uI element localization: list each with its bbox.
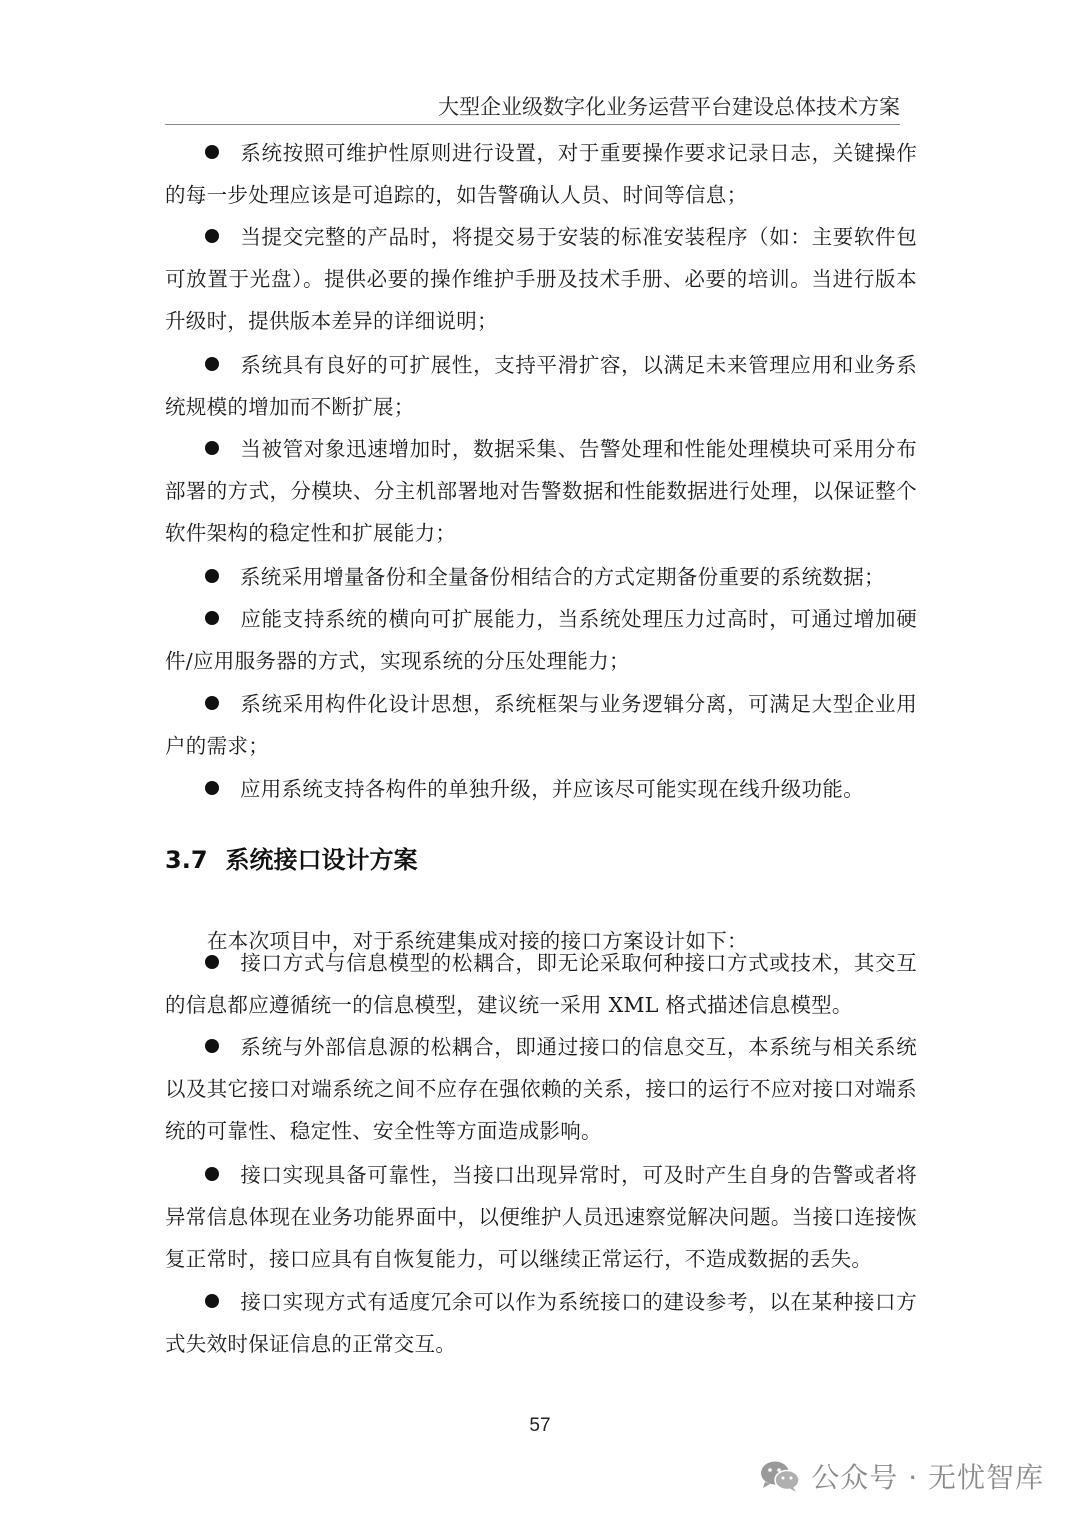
bullet-icon [205, 781, 219, 795]
page-number: 57 [529, 1415, 551, 1436]
watermark-text: 公众号 · 无忧智库 [811, 1461, 1044, 1494]
bullet-text: 应用系统支持各构件的单独升级，并应该尽可能实现在线升级功能。 [240, 777, 864, 801]
bullet-item [165, 556, 917, 598]
bullet-icon [205, 955, 219, 969]
bullet-text: 接口方式与信息模型的松耦合，即无论采取何种接口方式或技术，其交互的信息都应遵循统一的信息模型，建议统一采用 XML 格式描述信息模型。 [165, 951, 917, 1017]
bullet-icon [205, 1039, 219, 1053]
bullet-text: 接口实现具备可靠性，当接口出现异常时，可及时产生自身的告警或者将异常信息体现在业务功能界面中，以便维护人员迅速察觉解决问题。当接口连接恢复正常时，接口应具有自恢复能力，可以继续正常运行，不造成数据的丢失。 [165, 1163, 917, 1271]
bullet-item [165, 216, 917, 342]
page-header: 大型企业级数字化业务运营平台建设总体技术方案 [165, 92, 900, 125]
bullet-item [165, 683, 917, 767]
bullet-item [165, 428, 917, 554]
bullet-item [165, 1281, 917, 1365]
bullet-item [165, 768, 917, 810]
section-title: 系统接口设计方案 [225, 846, 418, 874]
section-number: 3.7 [165, 846, 208, 874]
bullet-icon [205, 611, 219, 625]
bullet-icon [205, 357, 219, 371]
bullet-text: 系统具有良好的可扩展性，支持平滑扩容，以满足未来管理应用和业务系统规模的增加而不断扩展； [165, 353, 917, 419]
wechat-icon [759, 1459, 801, 1493]
bullet-text: 系统采用构件化设计思想，系统框架与业务逻辑分离，可满足大型企业用户的需求； [165, 692, 917, 758]
bullet-icon [205, 441, 219, 455]
bullet-icon [205, 569, 219, 583]
watermark [759, 1456, 1044, 1496]
bullet-item [165, 942, 917, 1026]
section-intro: 在本次项目中，对于系统建集成对接的接口方案设计如下： [207, 928, 748, 953]
bullet-icon [205, 229, 219, 243]
bullet-item [165, 344, 917, 428]
bullet-text: 当提交完整的产品时，将提交易于安装的标准安装程序（如：主要软件包可放置于光盘）。提供必要的操作维护手册及技术手册、必要的培训。当进行版本升级时，提供版本差异的详细说明； [165, 225, 917, 333]
bullet-item [165, 1026, 917, 1152]
bullet-text: 接口实现方式有适度冗余可以作为系统接口的建设参考，以在某种接口方式失效时保证信息的正常交互。 [165, 1290, 917, 1356]
bullet-item [165, 598, 917, 682]
bullet-icon [205, 1167, 219, 1181]
bullet-text: 应能支持系统的横向可扩展能力，当系统处理压力过高时，可通过增加硬件/应用服务器的方式，实现系统的分压处理能力； [165, 607, 917, 673]
bullet-icon [205, 1294, 219, 1308]
section-heading [165, 838, 418, 882]
bullet-icon [205, 145, 219, 159]
bullet-text: 系统按照可维护性原则进行设置，对于重要操作要求记录日志，关键操作的每一步处理应该是可追踪的，如告警确认人员、时间等信息； [165, 141, 917, 207]
bullet-text: 系统采用增量备份和全量备份相结合的方式定期备份重要的系统数据； [240, 565, 885, 589]
bullet-text: 系统与外部信息源的松耦合，即通过接口的信息交互，本系统与相关系统以及其它接口对端系统之间不应存在强依赖的关系，接口的运行不应对接口对端系统的可靠性、稳定性、安全性等方面造成影响。 [165, 1035, 917, 1143]
bullet-item [165, 1154, 917, 1280]
bullet-item [165, 132, 917, 216]
bullet-icon [205, 696, 219, 710]
bullet-text: 当被管对象迅速增加时，数据采集、告警处理和性能处理模块可采用分布部署的方式，分模块、分主机部署地对告警数据和性能数据进行处理，以保证整个软件架构的稳定性和扩展能力； [165, 437, 917, 545]
